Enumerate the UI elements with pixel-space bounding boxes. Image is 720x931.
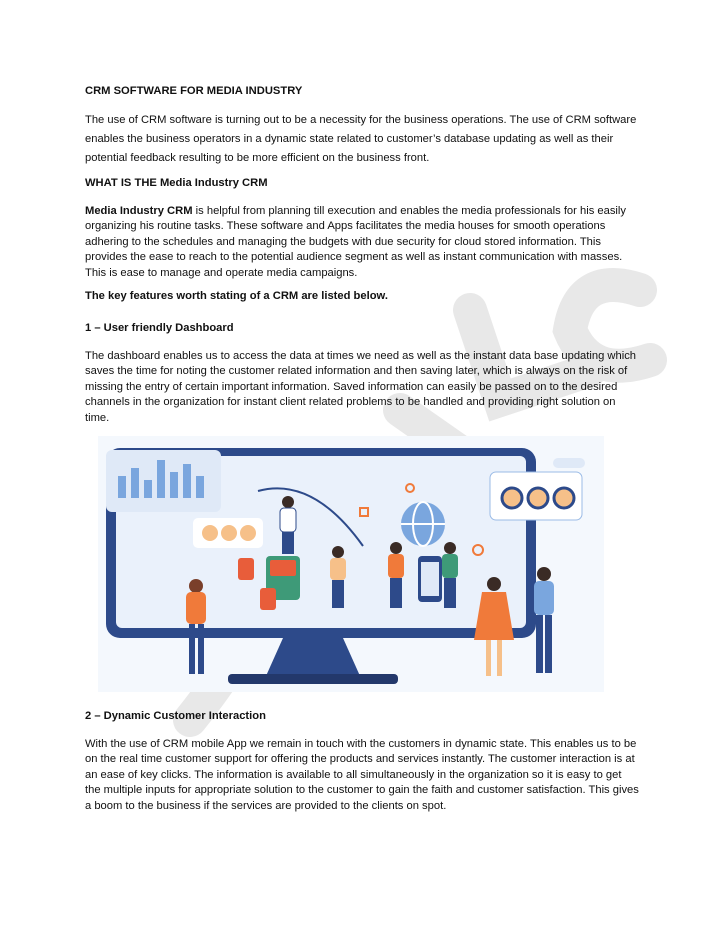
intro-paragraph: The use of CRM software is turning out to be a necessity for the business operations. The use of CRM software enables the business operators in a dynamic state related to customer’s database updating as well as their potential feedback resulting to be more efficient on the business front. bbox=[85, 114, 637, 164]
media-crm-illustration bbox=[98, 436, 604, 692]
what-paragraph bbox=[85, 204, 640, 281]
what-lead-term: Media Industry CRM bbox=[85, 205, 193, 217]
feature1-heading: 1 – User friendly Dashboard bbox=[85, 322, 234, 334]
features-heading: The key features worth stating of a CRM are listed below. bbox=[85, 290, 388, 302]
feature2-paragraph: With the use of CRM mobile App we remain in touch with the customers in dynamic state. This enables us to be on the real time customer support for offering the products and services instantly. The customer interaction is at an ease of key clicks. The information is available to all simultaneously in the organization so it is easy to get the multiple inputs for appropriate solution to the customer to gain the faith and customer satisfaction. This gives a boom to the business if the services are provided to the clients on spot. bbox=[85, 738, 639, 812]
page-title: CRM SOFTWARE FOR MEDIA INDUSTRY bbox=[85, 85, 303, 97]
section-heading-what: WHAT IS THE Media Industry CRM bbox=[85, 177, 268, 189]
what-body-text: is helpful from planning till execution and enables the media professionals for his easily organizing his routine tasks. These software and Apps facilitates the media houses for smooth operations adhering to the schedules and managing the budgets with due security for cloud stored information. This provides the ease to reach to the potential audience segment as well as instant communication with masses. This is ease to manage and operate media campaigns. bbox=[85, 205, 626, 279]
feature1-paragraph: The dashboard enables us to access the data at times we need as well as the instant data base updating which saves the time for noting the customer related information and then saving later, which is always on the risk of missing the entry of certain important information. Saved information can easily be passed on to the desired channels in the organization for instant client related problems to be handled and providing right solution on time. bbox=[85, 350, 637, 424]
feature2-heading: 2 – Dynamic Customer Interaction bbox=[85, 710, 266, 722]
